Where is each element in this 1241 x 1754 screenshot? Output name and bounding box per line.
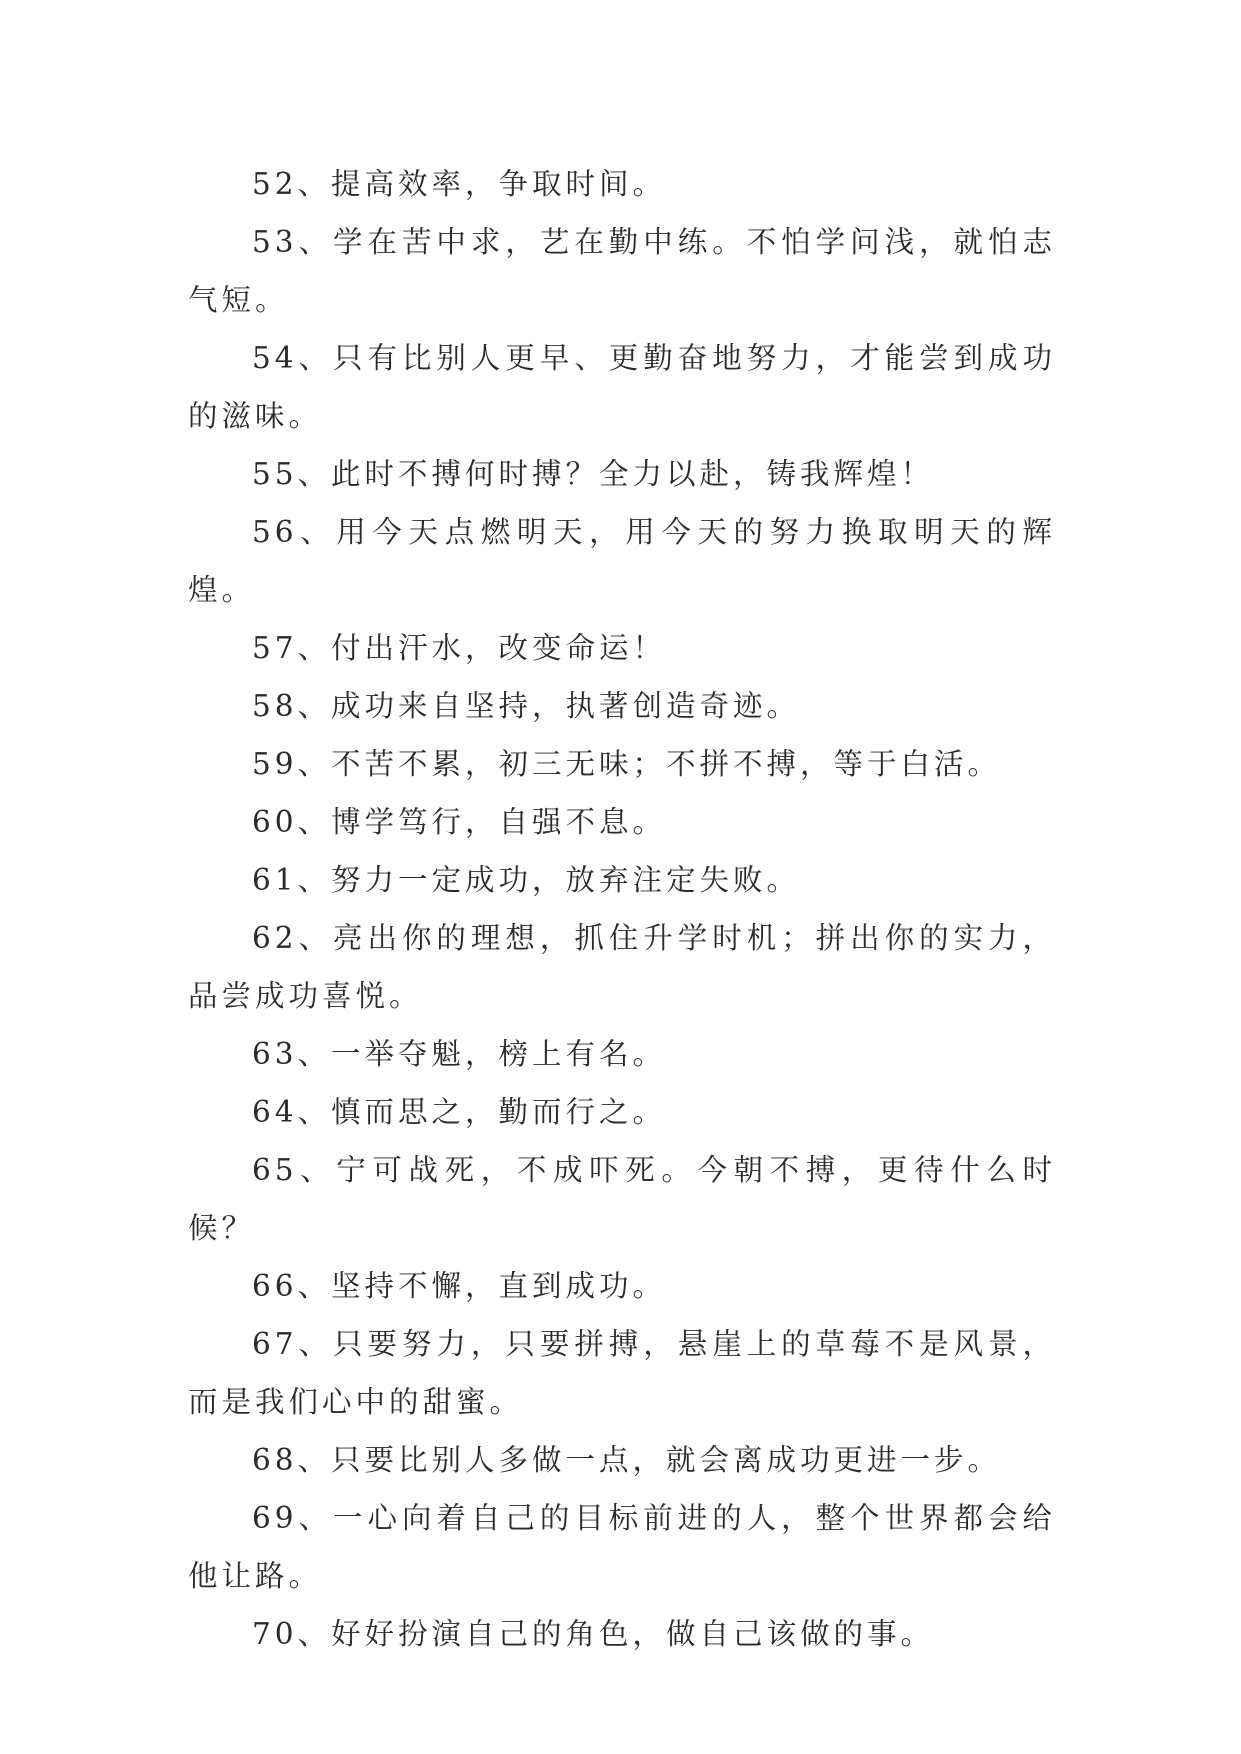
paragraph-66: 66、坚持不懈，直到成功。 <box>252 1269 667 1303</box>
paragraph-58: 58、成功来自坚持，执著创造奇迹。 <box>252 689 801 723</box>
paragraph-68: 68、只要比别人多做一点，就会离成功更进一步。 <box>252 1443 1002 1477</box>
paragraph-69: 69、一心向着自己的目标前进的人，整个世界都会给他让路。 <box>188 1501 1056 1593</box>
paragraph-55: 55、此时不搏何时搏？全力以赴，铸我辉煌！ <box>252 457 935 491</box>
paragraph-59: 59、不苦不累，初三无味；不拼不搏，等于白活。 <box>252 747 1002 781</box>
paragraph-60: 60、博学笃行，自强不息。 <box>252 805 667 839</box>
paragraph-65: 65、宁可战死，不成吓死。今朝不搏，更待什么时候？ <box>188 1153 1056 1245</box>
paragraph-62: 62、亮出你的理想，抓住升学时机；拼出你的实力，品尝成功喜悦。 <box>188 921 1056 1013</box>
paragraph-56: 56、用今天点燃明天，用今天的努力换取明天的辉煌。 <box>188 515 1056 607</box>
paragraph-54: 54、只有比别人更早、更勤奋地努力，才能尝到成功的滋味。 <box>188 341 1056 433</box>
paragraph-64: 64、慎而思之，勤而行之。 <box>252 1095 667 1129</box>
paragraph-61: 61、努力一定成功，放弃注定失败。 <box>252 863 801 897</box>
paragraph-53: 53、学在苦中求，艺在勤中练。不怕学问浅，就怕志气短。 <box>188 225 1056 317</box>
paragraph-67: 67、只要努力，只要拼搏，悬崖上的草莓不是风景，而是我们心中的甜蜜。 <box>188 1327 1056 1419</box>
document-body <box>188 155 1056 1663</box>
paragraph-52: 52、提高效率，争取时间。 <box>252 167 667 201</box>
paragraph-70: 70、好好扮演自己的角色，做自己该做的事。 <box>252 1617 935 1651</box>
paragraph-57: 57、付出汗水，改变命运！ <box>252 631 667 665</box>
paragraph-63: 63、一举夺魁，榜上有名。 <box>252 1037 667 1071</box>
